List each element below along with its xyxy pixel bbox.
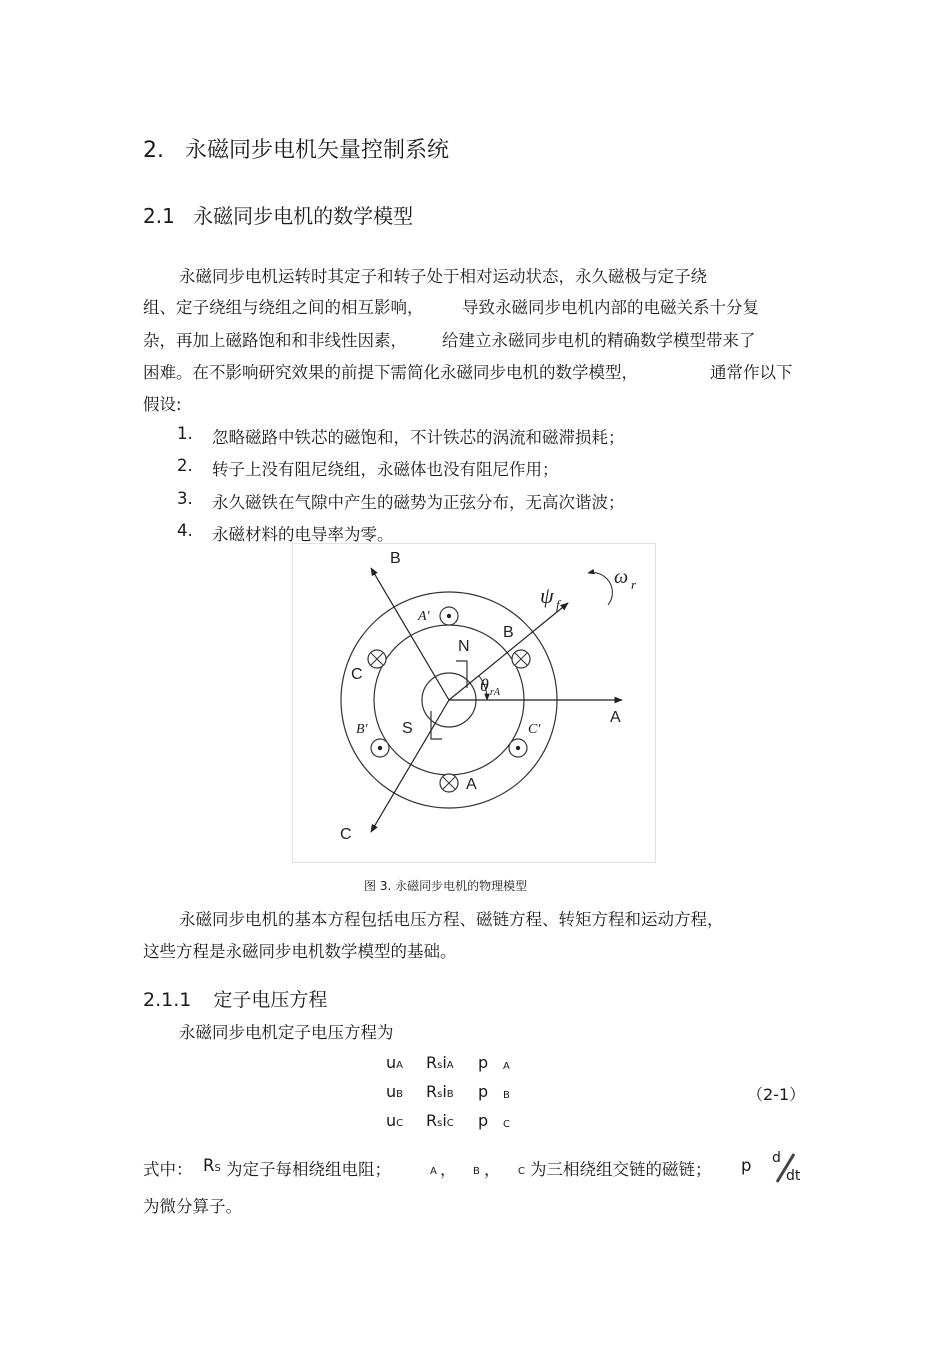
equation-number: （2-1）: [747, 1085, 806, 1104]
para1-line-2b: 导致永磁同步电机内部的电磁关系十分复: [462, 298, 759, 317]
coil-b: [512, 650, 530, 668]
label-s: S: [402, 720, 413, 737]
para2-line-1: 永磁同步电机的基本方程包括电压方程、磁链方程、转矩方程和运动方程，: [179, 910, 724, 929]
list-text: 转子上没有阻尼绕组，永磁体也没有阻尼作用；: [212, 460, 559, 479]
coil-b-prime: [371, 739, 389, 757]
subsubsection-number: 2.1.1: [143, 989, 192, 1011]
list-text: 忽略磁路中铁芯的磁饱和，不计铁芯的涡流和磁滞损耗；: [212, 428, 625, 447]
eq-u: u: [386, 1053, 397, 1072]
where-text-1: 为定子每相绕组电阻；: [226, 1160, 391, 1179]
where-r: [203, 1156, 221, 1175]
equation-row: [386, 1053, 510, 1072]
eq-i-sub: B: [446, 1089, 454, 1100]
list-number: 3.: [177, 489, 193, 508]
where-text-3: 为微分算子。: [143, 1197, 242, 1216]
label-n: N: [458, 638, 470, 655]
where-sub-b: B: [473, 1166, 480, 1177]
list-item: [177, 456, 559, 479]
eq-p: p: [478, 1111, 489, 1130]
where-sub-a: A: [430, 1166, 437, 1177]
para1-line-2a: 组、定子绕组与绕组之间的相互影响，: [143, 298, 424, 317]
para3: 永磁同步电机定子电压方程为: [179, 1023, 394, 1042]
eq-i-sub: A: [446, 1060, 454, 1071]
eq-p: p: [478, 1082, 489, 1101]
label-b-prime: B′: [356, 722, 368, 737]
label-c-coil: C: [351, 666, 363, 683]
omega-arc: [588, 573, 612, 605]
eq-r-sub: s: [437, 1060, 443, 1071]
section-number: 2.: [143, 138, 164, 163]
list-number: 1.: [177, 424, 193, 443]
where-d: d: [772, 1150, 781, 1166]
coil-a-prime: [440, 607, 458, 625]
label-omega-sub: r: [631, 577, 637, 592]
eq-u: u: [386, 1082, 397, 1101]
label-psi-sub: f: [556, 597, 560, 612]
eq-u-sub: C: [396, 1118, 404, 1129]
para1-line-4a: 困难。在不影响研究效果的前提下需简化永磁同步电机的数学模型，: [143, 363, 638, 382]
para1-line-3b: 给建立永磁同步电机的精确数学模型带来了: [442, 331, 756, 350]
where-text-2: 为三相绕组交链的磁链；: [530, 1160, 712, 1179]
para1-line-5: 假设:: [143, 395, 182, 414]
label-theta: θ: [480, 675, 489, 695]
where-comma-1: ，: [440, 1160, 457, 1179]
label-c-axis: C: [340, 826, 352, 843]
eq-i-sub: C: [446, 1118, 454, 1129]
eq-psi-sub: B: [503, 1090, 510, 1101]
eq-u-sub: B: [396, 1089, 404, 1100]
eq-i: i: [442, 1082, 447, 1101]
eq-i: i: [442, 1111, 447, 1130]
list-item: [177, 521, 394, 544]
eq-i: i: [442, 1053, 447, 1072]
motor-physical-model-figure: [292, 543, 656, 863]
label-psi: ψ: [540, 583, 554, 608]
eq-r-sub: s: [437, 1118, 443, 1129]
subsection-number: 2.1: [143, 204, 175, 228]
subsection-title: 永磁同步电机的数学模型: [193, 204, 414, 228]
section-heading: [143, 133, 449, 164]
coil-a: [440, 774, 458, 792]
eq-p: p: [478, 1053, 489, 1072]
equation-row: [386, 1111, 510, 1130]
where-r-sub: S: [214, 1163, 221, 1174]
label-a-prime: A′: [418, 609, 430, 624]
label-a-coil: A: [466, 776, 477, 793]
eq-r: R: [426, 1111, 438, 1130]
eq-r-sub: s: [437, 1089, 443, 1100]
eq-r: R: [426, 1053, 438, 1072]
label-b-axis: B: [390, 550, 401, 567]
eq-psi-sub: A: [503, 1061, 510, 1072]
para1-line-3a: 杂，再加上磁路饱和和非线性因素，: [143, 331, 407, 350]
subsubsection-heading: [143, 985, 327, 1012]
where-sub-c: C: [518, 1166, 525, 1177]
label-omega: ω: [614, 566, 629, 588]
equation-row: [386, 1082, 510, 1101]
list-item: [177, 424, 625, 447]
figure-caption: 图 3. 永磁同步电机的物理模型: [364, 879, 528, 893]
list-number: 2.: [177, 456, 193, 475]
eq-u-sub: A: [396, 1060, 403, 1071]
para1-line-1: 永磁同步电机运转时其定子和转子处于相对运动状态，永久磁极与定子绕: [179, 267, 707, 286]
coil-c: [368, 650, 386, 668]
label-theta-sub: rA: [490, 687, 500, 698]
where-r-symbol: R: [203, 1156, 215, 1175]
label-b-coil: B: [503, 624, 514, 641]
b-axis: [371, 568, 449, 700]
eq-u: u: [386, 1111, 397, 1130]
section-title: 永磁同步电机矢量控制系统: [185, 138, 450, 163]
eq-r: R: [426, 1082, 438, 1101]
list-number: 4.: [177, 521, 193, 540]
where-comma-2: ，: [484, 1160, 501, 1179]
coil-c-prime: [509, 739, 527, 757]
list-text: 永久磁铁在气隙中产生的磁势为正弦分布，无高次谐波；: [212, 493, 625, 512]
label-c-prime: C′: [528, 722, 541, 737]
subsection-heading: [143, 200, 413, 229]
eq-psi-sub: C: [503, 1119, 510, 1130]
where-p: p: [741, 1156, 752, 1175]
label-a-axis: A: [610, 709, 621, 726]
para2-line-2: 这些方程是永磁同步电机数学模型的基础。: [143, 942, 457, 961]
list-text: 永磁材料的电导率为零。: [212, 525, 394, 544]
subsubsection-title: 定子电压方程: [213, 989, 328, 1011]
where-prefix: 式中：: [143, 1160, 193, 1179]
where-dt: dt: [786, 1168, 801, 1184]
para1-line-4b: 通常作以下: [710, 363, 793, 382]
list-item: [177, 489, 625, 512]
